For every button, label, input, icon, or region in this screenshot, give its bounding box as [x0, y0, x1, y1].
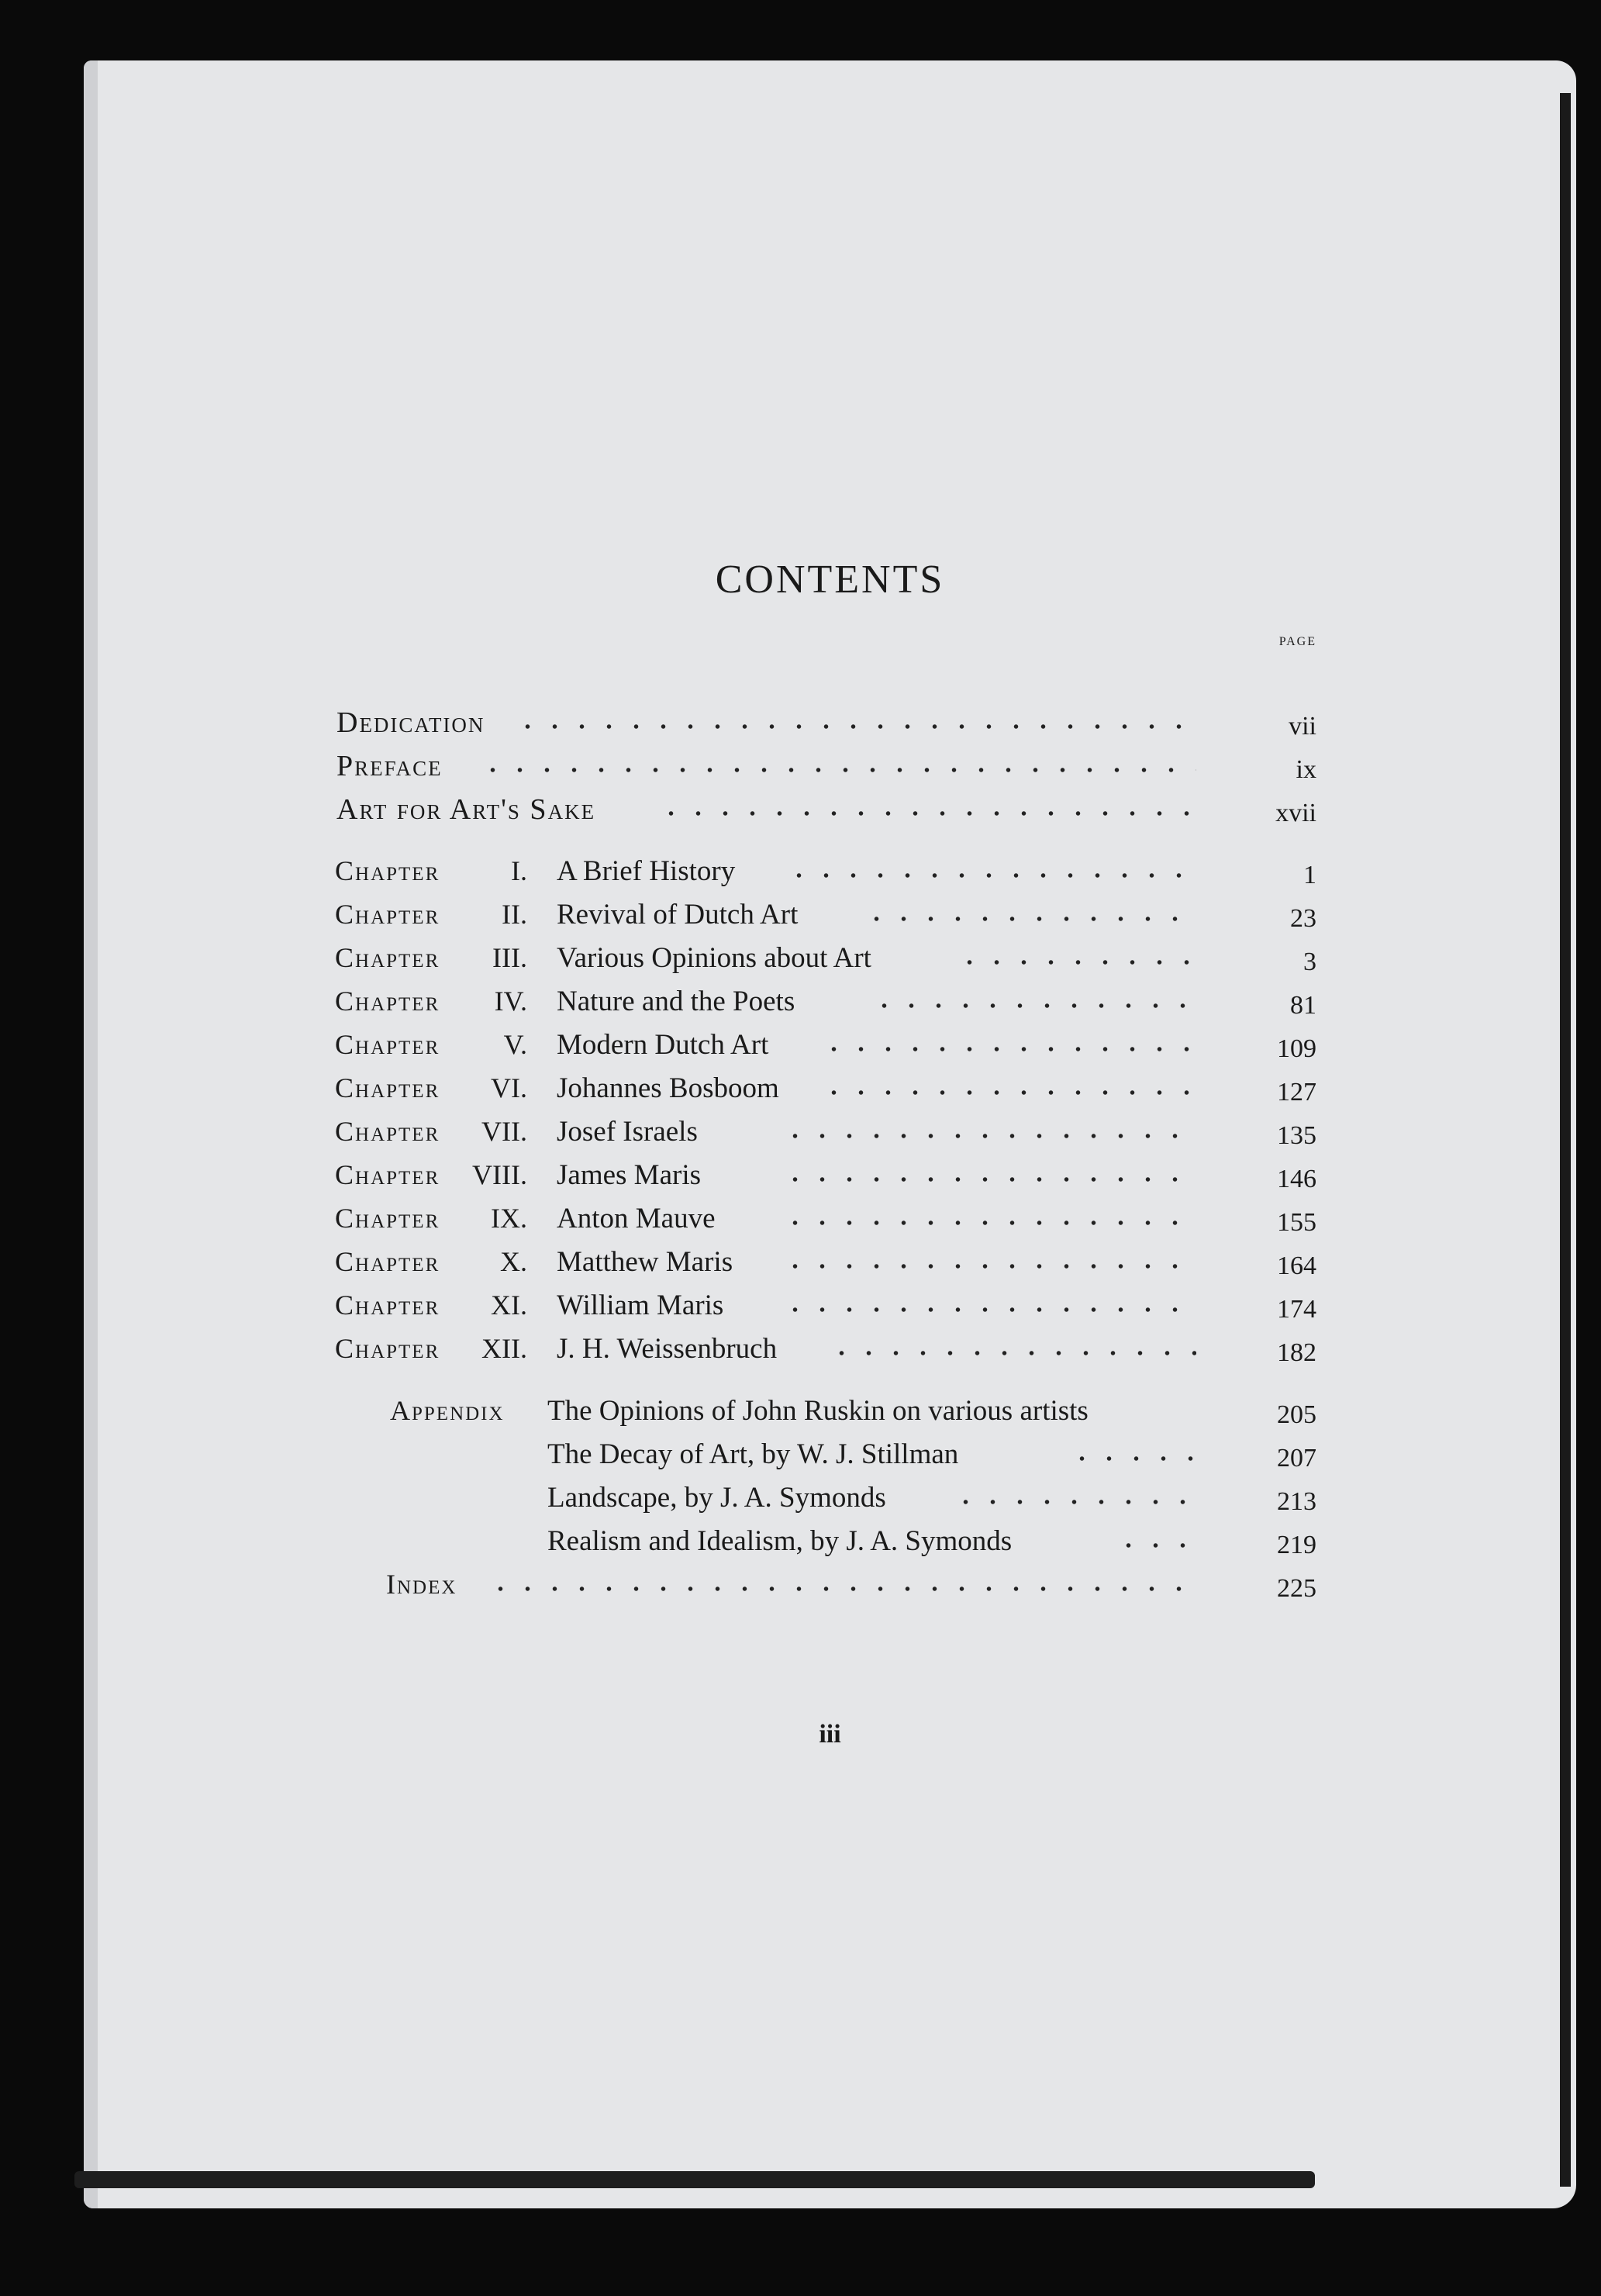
dot-leader — [1115, 1543, 1196, 1548]
appendix-item-title: Landscape, by J. A. Symonds — [547, 1482, 886, 1514]
dot-leader — [514, 724, 1196, 729]
chapter-title: Revival of Dutch Art — [557, 899, 799, 930]
dot-leader — [820, 1090, 1196, 1095]
chapter-page: 146 — [1277, 1165, 1316, 1193]
chapter-title: J. H. Weissenbruch — [557, 1333, 778, 1365]
entry-title: Dedication — [336, 706, 485, 739]
chapter-word: Chapter — [335, 1029, 440, 1060]
chapter-word: Chapter — [335, 855, 440, 886]
chapter-title: Matthew Maris — [557, 1246, 733, 1278]
chapter-word: Chapter — [335, 1116, 440, 1147]
chapter-page: 109 — [1277, 1034, 1316, 1063]
chapter-entry — [84, 938, 1576, 977]
entry-page: xvii — [1275, 799, 1316, 827]
chapter-number: V. — [503, 1029, 527, 1060]
appendix-entry — [84, 1521, 1576, 1560]
appendix-entry — [84, 1435, 1576, 1473]
book-page — [84, 60, 1576, 2208]
dot-leader — [956, 960, 1196, 965]
chapter-title: Various Opinions about Art — [557, 942, 871, 974]
dot-leader — [479, 768, 1196, 772]
book-edge-right — [1560, 93, 1571, 2187]
chapter-entry — [84, 1069, 1576, 1107]
appendix-item-page: 219 — [1277, 1531, 1316, 1559]
chapter-word: Chapter — [335, 1333, 440, 1364]
dot-leader — [782, 1221, 1196, 1225]
dot-leader — [871, 1003, 1196, 1008]
chapter-number: X. — [500, 1246, 527, 1277]
front-matter-entry-dedication — [84, 703, 1576, 741]
dot-leader — [782, 1134, 1196, 1138]
appendix-item-title: Realism and Idealism, by J. A. Symonds — [547, 1525, 1013, 1557]
chapter-page: 81 — [1290, 991, 1316, 1020]
chapter-page: 3 — [1303, 948, 1316, 976]
chapter-word: Chapter — [335, 942, 440, 973]
dot-leader — [820, 1047, 1196, 1051]
index-title: Index — [386, 1569, 457, 1600]
page-column-label: PAGE — [1278, 635, 1316, 648]
chapter-entry — [84, 1329, 1576, 1368]
chapter-word: Chapter — [335, 899, 440, 930]
chapter-entry — [84, 982, 1576, 1020]
index-entry — [84, 1565, 1576, 1604]
chapter-page: 1 — [1303, 861, 1316, 889]
chapter-word: Chapter — [335, 1246, 440, 1277]
chapter-word: Chapter — [335, 1159, 440, 1190]
chapter-number: IX. — [491, 1203, 527, 1234]
chapter-page: 164 — [1277, 1252, 1316, 1280]
chapter-number: VIII. — [472, 1159, 527, 1190]
dot-leader — [782, 1264, 1196, 1269]
chapter-number: VII. — [481, 1116, 527, 1147]
chapter-page: 155 — [1277, 1208, 1316, 1237]
chapter-entry — [84, 1155, 1576, 1194]
chapter-number: III. — [492, 942, 527, 973]
chapter-title: Johannes Bosboom — [557, 1072, 779, 1104]
appendix-item-page: 205 — [1277, 1400, 1316, 1429]
book-edge-bottom — [74, 2171, 1315, 2188]
chapter-page: 127 — [1277, 1078, 1316, 1107]
chapter-entry — [84, 1025, 1576, 1064]
chapter-number: I. — [511, 855, 527, 886]
chapter-title: William Maris — [557, 1290, 724, 1321]
chapter-title: A Brief History — [557, 855, 736, 887]
front-matter-entry-art-for-arts-sake — [84, 789, 1576, 828]
appendix-entry — [84, 1391, 1576, 1430]
chapter-number: XI. — [491, 1290, 527, 1321]
dot-leader — [782, 1307, 1196, 1312]
chapter-entry — [84, 1286, 1576, 1324]
chapter-word: Chapter — [335, 1290, 440, 1321]
chapter-entry — [84, 1242, 1576, 1281]
chapter-number: VI. — [491, 1072, 527, 1103]
chapter-entry — [84, 1199, 1576, 1238]
dot-leader — [782, 1177, 1196, 1182]
dot-leader — [863, 917, 1196, 921]
appendix-item-page: 213 — [1277, 1487, 1316, 1516]
appendix-label: Appendix — [390, 1395, 505, 1426]
chapter-number: IV. — [494, 986, 527, 1017]
dot-leader — [657, 811, 1196, 816]
dot-leader — [785, 873, 1196, 878]
chapter-word: Chapter — [335, 1072, 440, 1103]
chapter-number: II. — [502, 899, 527, 930]
chapter-title: James Maris — [557, 1159, 701, 1191]
dot-leader — [828, 1351, 1196, 1355]
chapter-page: 135 — [1277, 1121, 1316, 1150]
index-page: 225 — [1277, 1574, 1316, 1603]
appendix-item-title: The Opinions of John Ruskin on various artists — [547, 1395, 1089, 1427]
page-number: iii — [819, 1720, 841, 1749]
chapter-word: Chapter — [335, 986, 440, 1017]
chapter-page: 23 — [1290, 904, 1316, 933]
entry-page: ix — [1296, 755, 1316, 784]
dot-leader — [1068, 1456, 1196, 1461]
dot-leader — [952, 1500, 1196, 1504]
appendix-entry — [84, 1478, 1576, 1517]
front-matter-entry-preface — [84, 746, 1576, 785]
chapter-title: Nature and the Poets — [557, 986, 795, 1017]
chapter-title: Anton Mauve — [557, 1203, 716, 1234]
chapter-word: Chapter — [335, 1203, 440, 1234]
chapter-entry — [84, 851, 1576, 890]
contents-heading: CONTENTS — [715, 558, 945, 602]
chapter-title: Josef Israels — [557, 1116, 698, 1148]
chapter-entry — [84, 895, 1576, 934]
entry-title: Art for Art's Sake — [336, 793, 596, 826]
appendix-item-page: 207 — [1277, 1444, 1316, 1473]
entry-title: Preface — [336, 750, 443, 782]
chapter-page: 182 — [1277, 1338, 1316, 1367]
chapter-number: XII. — [481, 1333, 527, 1364]
appendix-item-title: The Decay of Art, by W. J. Stillman — [547, 1438, 959, 1470]
entry-page: vii — [1289, 712, 1316, 741]
chapter-title: Modern Dutch Art — [557, 1029, 769, 1061]
chapter-entry — [84, 1112, 1576, 1151]
chapter-page: 174 — [1277, 1295, 1316, 1324]
dot-leader — [487, 1586, 1196, 1591]
